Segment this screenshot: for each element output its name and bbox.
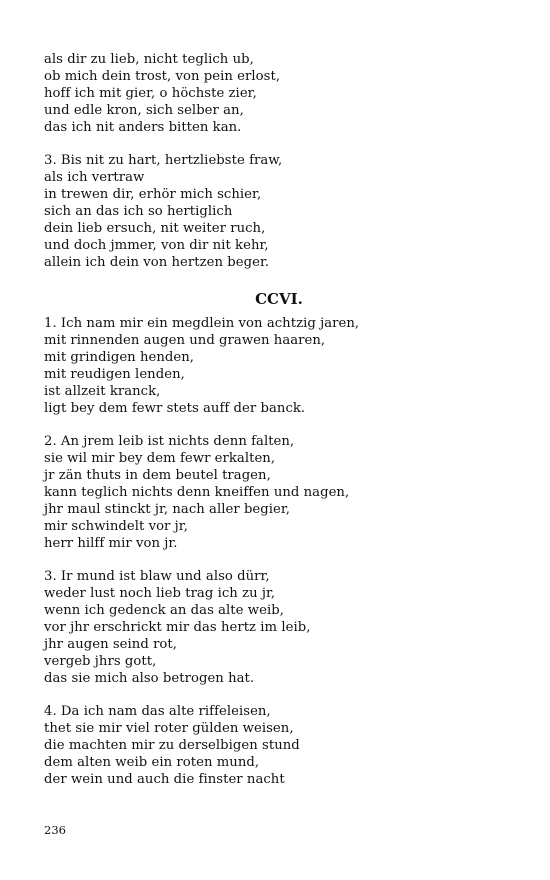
verse-line: ist allzeit kranck, [44,384,161,399]
verse-line: sich an das ich so hertiglich [44,204,233,219]
song-stanza-2 [44,433,514,552]
verse-line: mit reudigen lenden, [44,367,185,382]
verse-line: vor jhr erschrickt mir das hertz im leib, [44,620,311,635]
verse-line: mit grindigen henden, [44,350,195,365]
song-stanza-1 [44,315,514,417]
verse-line: das sie mich also betrogen hat. [44,671,255,686]
stanza-3 [44,152,514,271]
verse-line: allein ich dein von hertzen beger. [44,255,270,270]
verse-line: ob mich dein trost, von pein erlost, [44,69,281,84]
verse-line: als ich vertraw [44,170,145,185]
verse-line: und edle kron, sich selber an, [44,103,244,118]
verse-line: das ich nit anders bitten kan. [44,120,242,135]
page-body [44,51,514,788]
verse-line: der wein und auch die finster nacht [44,772,285,787]
verse-line: 3. Bis nit zu hart, hertzliebste fraw, [44,153,283,168]
verse-line: dem alten weib ein roten mund, [44,755,260,770]
verse-line: mir schwindelt vor jr, [44,519,188,534]
verse-line: hoff ich mit gier, o höchste zier, [44,86,257,101]
verse-line: dein lieb ersuch, nit weiter ruch, [44,221,266,236]
stanza-continued [44,51,514,136]
verse-line: als dir zu lieb, nicht teglich ub, [44,52,254,67]
verse-line: weder lust noch lieb trag ich zu jr, [44,586,276,601]
verse-line: kann teglich nichts denn kneiffen und nagen, [44,485,350,500]
verse-line: 1. Ich nam mir ein megdlein von achtzig jaren, [44,316,360,331]
verse-line: sie wil mir bey dem fewr erkalten, [44,451,276,466]
verse-line: jhr augen seind rot, [44,637,178,652]
verse-line: jr zän thuts in dem beutel tragen, [44,468,271,483]
verse-line: in trewen dir, erhör mich schier, [44,187,262,202]
verse-line: 2. An jrem leib ist nichts denn falten, [44,434,295,449]
verse-line: vergeb jhrs gott, [44,654,157,669]
verse-line: jhr maul stinckt jr, nach aller begier, [44,502,291,517]
verse-line: herr hilff mir von jr. [44,536,178,551]
verse-line: die machten mir zu derselbigen stund [44,738,300,753]
song-stanza-3 [44,568,514,687]
verse-line: und doch jmmer, von dir nit kehr, [44,238,269,253]
verse-line: mit rinnenden augen und grawen haaren, [44,333,326,348]
page-number: 236 [44,823,66,837]
song-stanza-4 [44,703,514,788]
verse-line: wenn ich gedenck an das alte weib, [44,603,284,618]
song-heading: CCVI. [255,290,303,308]
verse-line: thet sie mir viel roter gülden weisen, [44,721,294,736]
verse-line: 3. Ir mund ist blaw und also dürr, [44,569,270,584]
verse-line: 4. Da ich nam das alte riffeleisen, [44,704,271,719]
verse-line: ligt bey dem fewr stets auff der banck. [44,401,306,416]
